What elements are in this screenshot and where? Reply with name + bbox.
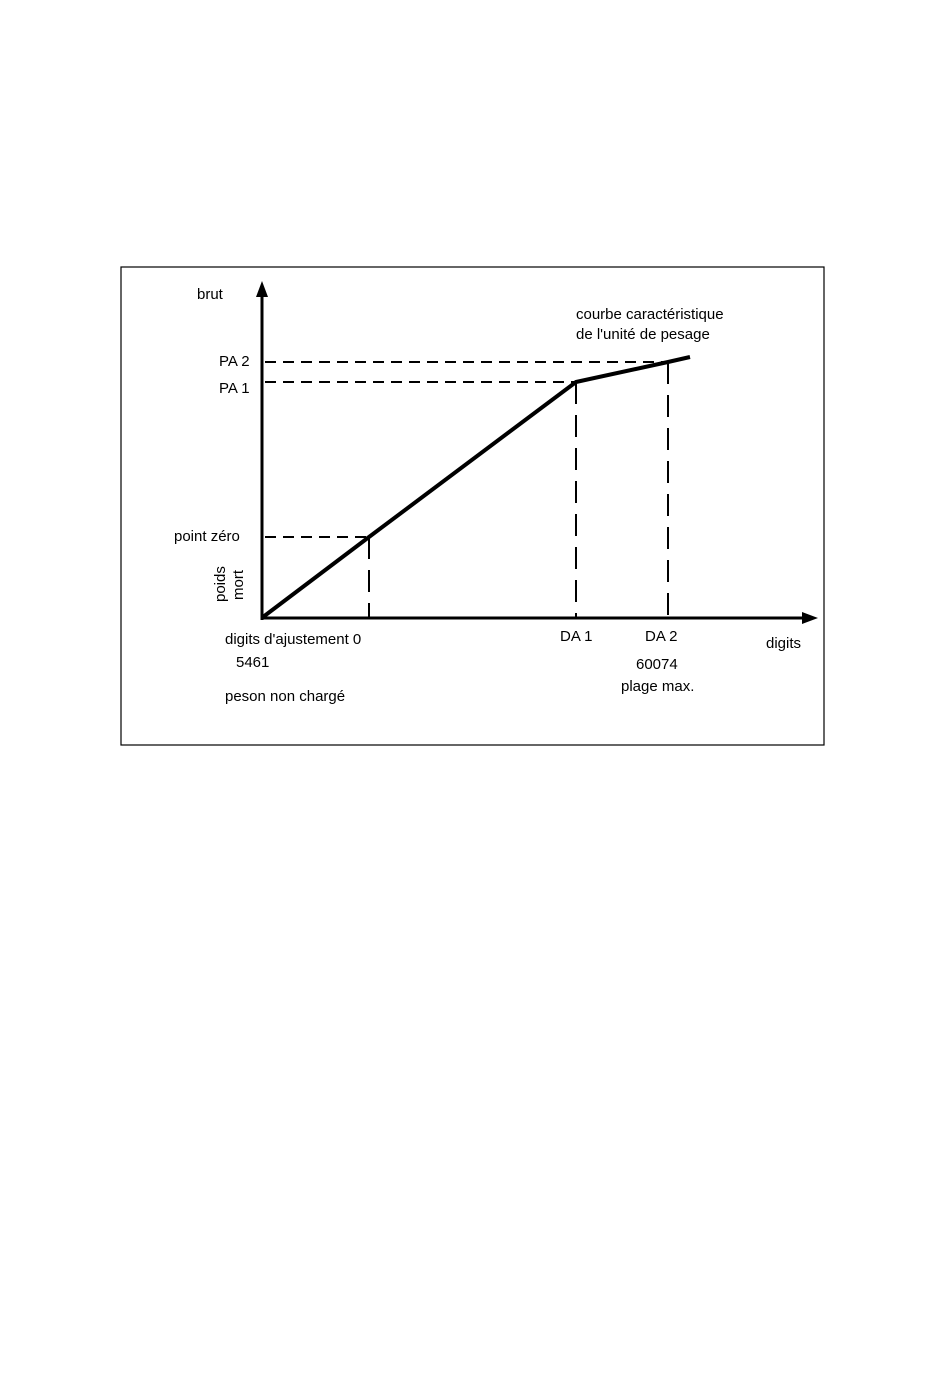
da2-value: 60074	[636, 656, 678, 673]
curve-label-line2: de l'unité de pesage	[576, 326, 710, 343]
max-range-label: plage max.	[621, 678, 695, 695]
curve-label-line1: courbe caractéristique	[576, 306, 724, 323]
da1-label: DA 1	[560, 628, 593, 645]
x-axis-label: digits	[766, 635, 802, 652]
unloaded-label: peson non chargé	[225, 688, 346, 705]
pa1-label: PA 1	[219, 380, 250, 397]
zero-point-label: point zéro	[174, 528, 240, 545]
y-axis-arrowhead	[256, 281, 268, 297]
characteristic-curve	[263, 357, 690, 617]
x-axis-arrowhead	[802, 612, 818, 624]
dead-weight-label-line2: mort	[230, 570, 247, 600]
pa2-label: PA 2	[219, 353, 250, 370]
diagram-frame	[121, 267, 824, 745]
adjust-zero-label: digits d'ajustement 0	[225, 631, 362, 648]
y-axis-label: brut	[197, 286, 223, 303]
adjust-zero-value: 5461	[236, 654, 270, 671]
da2-label: DA 2	[645, 628, 678, 645]
dead-weight-label-line1: poids	[212, 566, 229, 602]
